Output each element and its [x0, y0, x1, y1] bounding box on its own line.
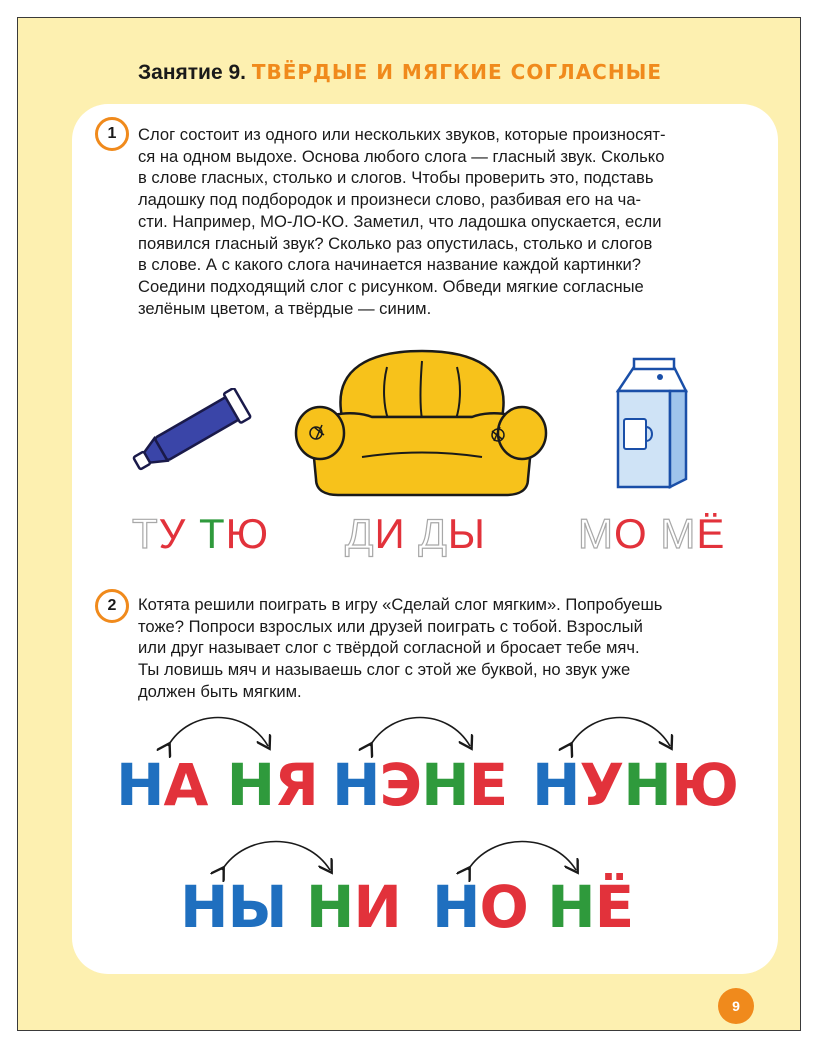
vowel-letter: Е [468, 751, 508, 819]
vowel-letter: О [479, 873, 528, 941]
dotted-consonant: Д [345, 510, 375, 557]
syllable-pair-3 [532, 751, 738, 819]
soft-consonant: Н [421, 751, 469, 819]
vowel-letter: Ю [670, 751, 738, 819]
text-line: ладошку под подбородок и произнеси слово, разбивая его на ча- [138, 190, 642, 210]
text-line: Слог состоит из одного или нескольких звуков, которые произносят- [138, 125, 666, 144]
vowel-letter: О [614, 510, 648, 557]
text-line: в слове гласных, столько и слогов. Чтобы проверить это, подставь [138, 168, 654, 188]
text-line: в слове. А с какого слога начинается название каждой картинки? [138, 255, 641, 275]
arrow-icon [222, 842, 330, 871]
task-1-number: 1 [95, 117, 129, 151]
text-line: зелёным цветом, а твёрдые — синим. [138, 298, 432, 318]
lesson-topic: ТВЁРДЫЕ И МЯГКИЕ СОГЛАСНЫЕ [251, 60, 662, 84]
dotted-consonant: Т [132, 510, 159, 557]
dotted-consonant: М [578, 510, 614, 557]
text-line: ся на одном выдохе. Основа любого слога — гласный звук. Сколько [138, 146, 665, 166]
syllable-pair-4 [180, 873, 401, 941]
hard-consonant: Н [332, 751, 380, 819]
vowel-letter: У [579, 751, 624, 819]
soft-consonant: Т [199, 510, 226, 557]
arrow-icon [168, 718, 268, 747]
hard-consonant: Н [432, 873, 480, 941]
vowel-letter: У [158, 510, 187, 557]
lesson-label: Занятие 9. [138, 61, 246, 84]
hard-consonant: Н [180, 873, 228, 941]
text-line: Соедини подходящий слог с рисунком. Обведи мягкие согласные [138, 276, 644, 296]
hard-consonant: Н [116, 751, 164, 819]
dotted-consonant: М [660, 510, 697, 557]
vowel-letter: И [374, 510, 406, 557]
arrow-icon [370, 718, 470, 747]
arrow-icon [468, 842, 576, 871]
text-line: Ты ловишь мяч и называешь слог с этой же буквой, но звук уже [138, 660, 631, 680]
syllable-pair-2 [332, 751, 508, 819]
text-line: сти. Например, МО-ЛО-КО. Заметил, что ладошка опускается, если [138, 211, 662, 231]
vowel-letter: Ю [225, 510, 270, 557]
syllable-pair-1 [116, 751, 318, 819]
vowel-letter: Э [379, 751, 422, 819]
vowel-letter: И [353, 873, 401, 941]
vowel-letter: А [163, 751, 208, 819]
soft-consonant: Н [547, 873, 595, 941]
vowel-letter: Я [274, 751, 318, 819]
vowel-letter: Ы [447, 510, 486, 557]
arrow-icon [570, 718, 670, 747]
hard-consonant: Н [532, 751, 580, 819]
text-line: тоже? Попроси взрослых или друзей поиграть с тобой. Взрослый [138, 616, 643, 636]
dotted-consonant: Д [418, 510, 448, 557]
vowel-letter: Ё [594, 873, 634, 941]
page-number: 9 [718, 988, 754, 1024]
soft-consonant: Н [226, 751, 275, 819]
task-2-number: 2 [95, 589, 129, 623]
text-line: должен быть мягким. [138, 681, 302, 701]
soft-consonant: Н [623, 751, 671, 819]
text-line: появился гласный звук? Сколько раз опустилась, столько и слогов [138, 233, 653, 253]
vowel-letter: Ё [696, 510, 726, 557]
text-line: Котята решили поиграть в игру «Сделай слог мягким». Попробуешь [138, 595, 663, 614]
syllable-pair-5 [432, 873, 634, 941]
text-line: или друг называет слог с твёрдой согласной и бросает тебе мяч. [138, 638, 640, 658]
soft-consonant: Н [305, 873, 354, 941]
vowel-letter: Ы [227, 873, 287, 941]
